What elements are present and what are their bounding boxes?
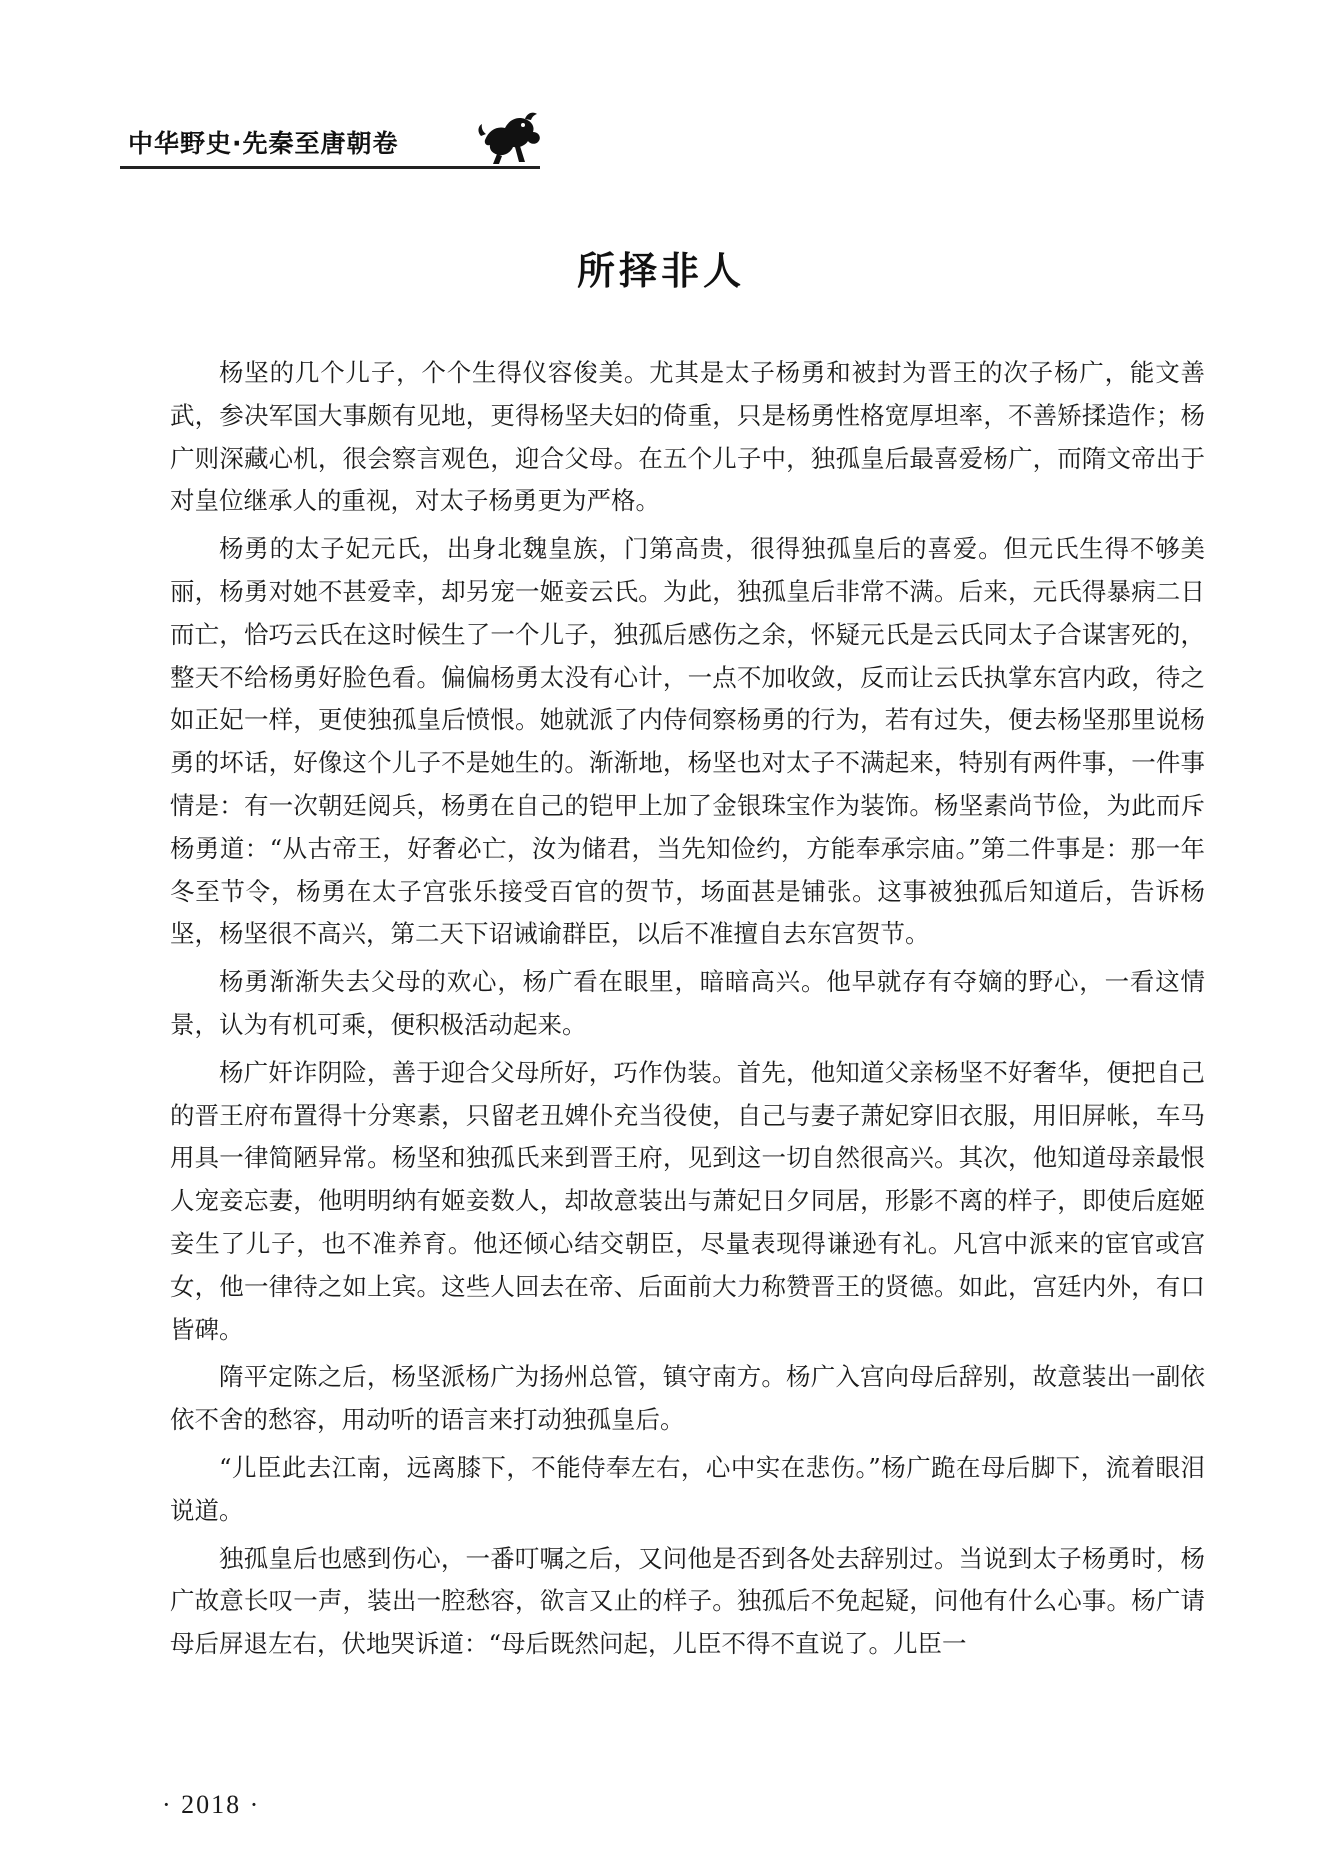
paragraph: 隋平定陈之后，杨坚派杨广为扬州总管，镇守南方。杨广入宫向母后辞别，故意装出一副依依不舍的愁容，用动听的语言来打动独孤皇后。 [170,1362,1205,1435]
page-number: · 2018 · [162,1790,261,1819]
paragraph: 杨勇渐渐失去父母的欢心，杨广看在眼里，暗暗高兴。他早就存有夺嫡的野心，一看这情景，认为有机可乘，便积极活动起来。 [170,967,1205,1039]
paragraph: 杨坚的几个儿子，个个生得仪容俊美。尤其是太子杨勇和被封为晋王的次子杨广，能文善武，参决军国大事颇有见地，更得杨坚夫妇的倚重，只是杨勇性格宽厚坦率，不善矫揉造作；杨广则深藏心机，很会察言观色，迎合父母。在五个儿子中，独孤皇后最喜爱杨广，而隋文帝出于对皇位继承人的重视，对太子杨勇更为严格。 [170,358,1205,516]
running-header [120,110,550,170]
paragraph: 杨广奸诈阴险，善于迎合父母所好，巧作伪装。首先，他知道父亲杨坚不好奢华，便把自己的晋王府布置得十分寒素，只留老丑婢仆充当役使，自己与妻子萧妃穿旧衣服，用旧屏帐，车马用具一律简陋异常。杨坚和独孤氏来到晋王府，见到这一切自然很高兴。其次，他知道母亲最恨人宠妾忘妻，他明明纳有姬妾数人，却故意装出与萧妃日夕同居，形影不离的样子，即使后庭姬妾生了儿子，也不准养育。他还倾心结交朝臣，尽量表现得谦逊有礼。凡宫中派来的宦官或宫女，他一律待之如上宾。这些人回去在帝、后面前大力称赞晋王的贤德。如此，宫廷内外，有口皆碑。 [170,1057,1205,1344]
paragraph: 独孤皇后也感到伤心，一番叮嘱之后，又问他是否到各处去辞别过。当说到太子杨勇时，杨广故意长叹一声，装出一腔愁容，欲言又止的样子。独孤后不免起疑，问他有什么心事。杨广请母后屏退左右，伏地哭诉道：“母后既然问起，儿臣不得不直说了。儿臣一 [170,1543,1205,1659]
header-divider [120,166,540,169]
chapter-title: 所择非人 [576,249,745,293]
paragraph: 杨勇的太子妃元氏，出身北魏皇族，门第高贵，很得独孤皇后的喜爱。但元氏生得不够美丽，杨勇对她不甚爱幸，却另宠一姬妾云氏。为此，独孤皇后非常不满。后来，元氏得暴病二日而亡，恰巧云氏在这时候生了一个儿子，独孤后感伤之余，怀疑元氏是云氏同太子合谋害死的，整天不给杨勇好脸色看。偏偏杨勇太没有心计，一点不加收敛，反而让云氏执掌东宫内政，待之如正妃一样，更使独孤皇后愤恨。她就派了内侍伺察杨勇的行为，若有过失，便去杨坚那里说杨勇的坏话，好像这个儿子不是她生的。渐渐地，杨坚也对太子不满起来，特别有两件事，一件事情是：有一次朝廷阅兵，杨勇在自己的铠甲上加了金银珠宝作为装饰。杨坚素尚节俭，为此而斥杨勇道：“从古帝王，好奢必亡，汝为储君，当先知俭约，方能奉承宗庙。”第二件事是：那一年冬至节令，杨勇在太子宫张乐接受百官的贺节，场面甚是铺张。这事被独孤后知道后，告诉杨坚，杨坚很不高兴，第二天下诏诫谕群臣，以后不准擅自去东宫贺节。 [170,534,1205,949]
mythical-beast-emblem-icon [475,110,545,168]
body-text [170,352,1205,1671]
book-title: 中华野史·先秦至唐朝卷 [128,129,399,158]
paragraph: “儿臣此去江南，远离膝下，不能侍奉左右，心中实在悲伤。”杨广跪在母后脚下，流着眼泪说道。 [170,1452,1205,1525]
